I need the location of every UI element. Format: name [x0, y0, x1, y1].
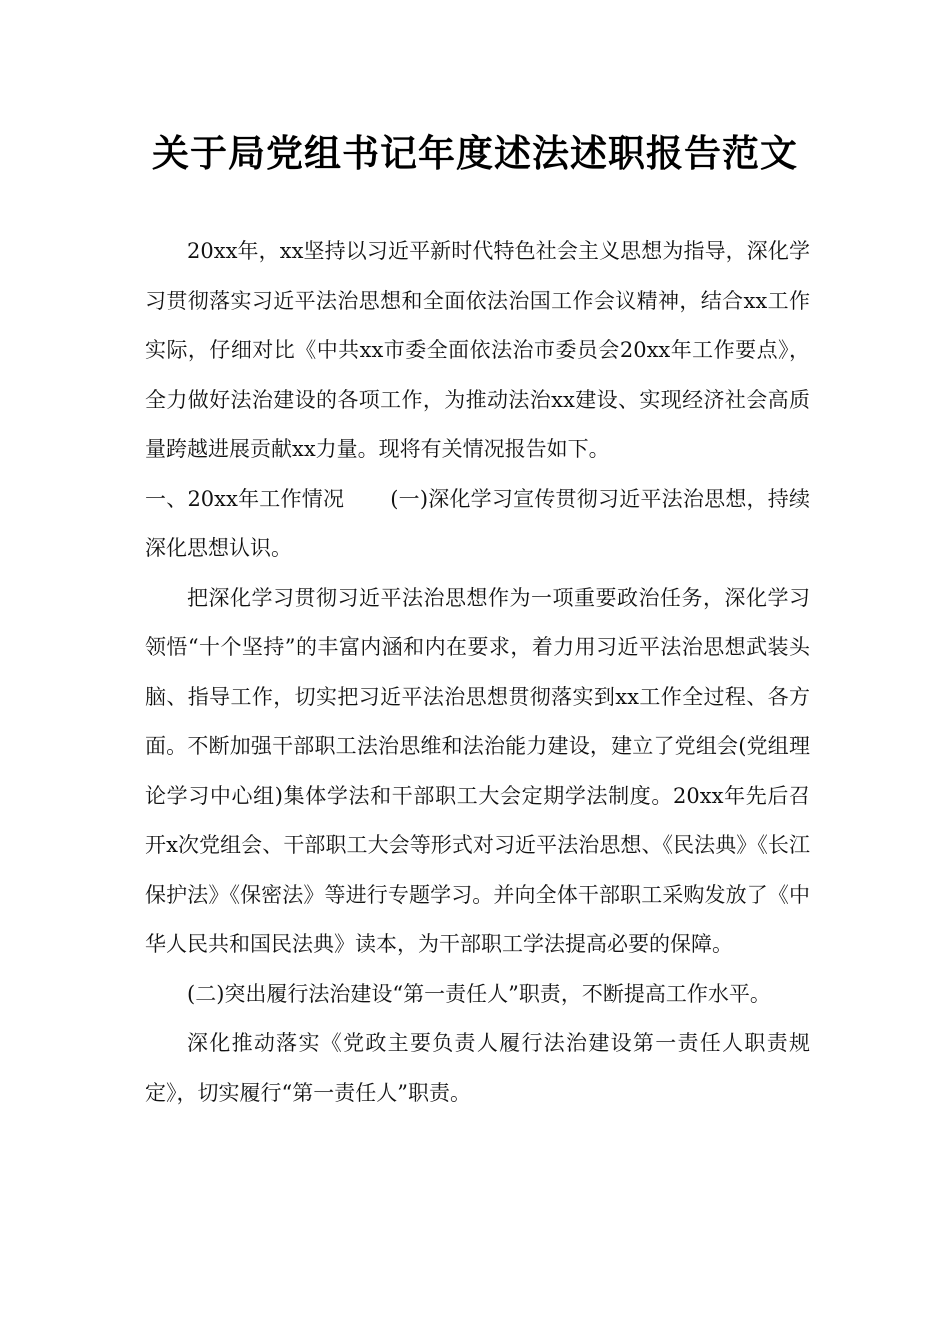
- section-heading-line: [145, 475, 810, 574]
- subsection-heading-2: (二)突出履行法治建设“第一责任人”职责，不断提高工作水平。: [187, 981, 771, 1006]
- paragraph-intro: 20xx年，xx坚持以习近平新时代特色社会主义思想为指导，深化学习贯彻落实习近平法治思想和全面依法治国工作会议精神，结合xx工作实际，仔细对比《中共xx市委全面依法治市委员会20xx年工作要点》，全力做好法治建设的各项工作，为推动法治xx建设、实现经济社会高质量跨越进展贡献xx力量。现将有关情况报告如下。: [145, 239, 810, 461]
- paragraph-responsibility: 深化推动落实《党政主要负责人履行法治建设第一责任人职责规定》，切实履行“第一责任人”职责。: [145, 1031, 810, 1105]
- document-body: [145, 227, 810, 1118]
- document-title: 关于局党组书记年度述法述职报告范文: [152, 132, 798, 175]
- section-heading: 一、20xx年工作情况: [145, 486, 345, 511]
- subsection-heading-1: (一)深化学习宣传贯彻习近平法治思想，持续深化思想认识。: [145, 486, 810, 560]
- paragraph-study: 把深化学习贯彻习近平法治思想作为一项重要政治任务，深化学习领悟“十个坚持”的丰富内涵和内在要求，着力用习近平法治思想武装头脑、指导工作，切实把习近平法治思想贯彻落实到xx工作全过程、各方面。不断加强干部职工法治思维和法治能力建设，建立了党组会(党组理论学习中心组)集体学法和干部职工大会定期学法制度。20xx年先后召开x次党组会、干部职工大会等形式对习近平法治思想、《民法典》《长江保护法》《保密法》等进行专题学习。并向全体干部职工采购发放了《中华人民共和国民法典》读本，为干部职工学法提高必要的保障。: [145, 585, 810, 956]
